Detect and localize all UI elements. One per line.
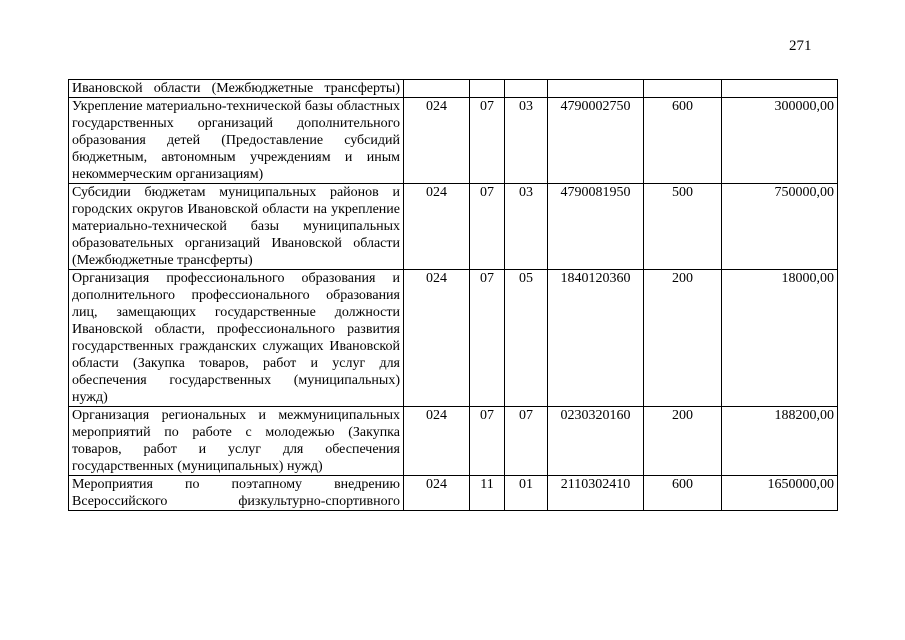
row-description: Укрепление материально-технической базы областных государственных организаций дополнительного образования детей (Предоставление субсидий бюджетным, автономным учреждениям и иным некоммерческим организациям) xyxy=(69,98,404,184)
page-number: 271 xyxy=(789,38,812,54)
amount: 18000,00 xyxy=(722,270,838,407)
section-code xyxy=(470,80,505,98)
subsection-code: 05 xyxy=(505,270,548,407)
subsection-code: 07 xyxy=(505,407,548,476)
table-row xyxy=(69,98,838,184)
target-article-code: 1840120360 xyxy=(548,270,644,407)
ministry-code: 024 xyxy=(404,270,470,407)
amount: 1650000,00 xyxy=(722,476,838,511)
budget-table xyxy=(68,79,838,511)
expense-type-code: 600 xyxy=(644,98,722,184)
table-row xyxy=(69,80,838,98)
amount: 750000,00 xyxy=(722,184,838,270)
table-row xyxy=(69,270,838,407)
subsection-code xyxy=(505,80,548,98)
section-code: 07 xyxy=(470,407,505,476)
section-code: 07 xyxy=(470,98,505,184)
ministry-code: 024 xyxy=(404,98,470,184)
row-description: Организация региональных и межмуниципальных мероприятий по работе с молодежью (Закупка товаров, работ и услуг для обеспечения государственных (муниципальных) нужд) xyxy=(69,407,404,476)
amount xyxy=(722,80,838,98)
row-description: Субсидии бюджетам муниципальных районов и городских округов Ивановской области на укрепление материально-технической базы муниципальных образовательных организаций Ивановской области (Межбюджетные трансферты) xyxy=(69,184,404,270)
row-description: Организация профессионального образования и дополнительного профессионального образования лиц, замещающих государственные должности Ивановской области, профессионального развития государственных гражданских служащих Ивановской области (Закупка товаров, работ и услуг для обеспечения государственных (муниципальных) нужд) xyxy=(69,270,404,407)
expense-type-code xyxy=(644,80,722,98)
expense-type-code: 200 xyxy=(644,407,722,476)
target-article-code: 4790081950 xyxy=(548,184,644,270)
amount: 188200,00 xyxy=(722,407,838,476)
ministry-code xyxy=(404,80,470,98)
table-row xyxy=(69,184,838,270)
expense-type-code: 500 xyxy=(644,184,722,270)
ministry-code: 024 xyxy=(404,184,470,270)
row-description: Ивановской области (Межбюджетные трансферты) xyxy=(69,80,404,98)
target-article-code: 4790002750 xyxy=(548,98,644,184)
table-row xyxy=(69,476,838,511)
expense-type-code: 600 xyxy=(644,476,722,511)
row-description: Мероприятия по поэтапному внедрению Всероссийского физкультурно-спортивного xyxy=(69,476,404,511)
ministry-code: 024 xyxy=(404,407,470,476)
table-row xyxy=(69,407,838,476)
amount: 300000,00 xyxy=(722,98,838,184)
subsection-code: 01 xyxy=(505,476,548,511)
target-article-code xyxy=(548,80,644,98)
subsection-code: 03 xyxy=(505,98,548,184)
ministry-code: 024 xyxy=(404,476,470,511)
target-article-code: 0230320160 xyxy=(548,407,644,476)
section-code: 07 xyxy=(470,184,505,270)
target-article-code: 2110302410 xyxy=(548,476,644,511)
section-code: 11 xyxy=(470,476,505,511)
subsection-code: 03 xyxy=(505,184,548,270)
expense-type-code: 200 xyxy=(644,270,722,407)
section-code: 07 xyxy=(470,270,505,407)
